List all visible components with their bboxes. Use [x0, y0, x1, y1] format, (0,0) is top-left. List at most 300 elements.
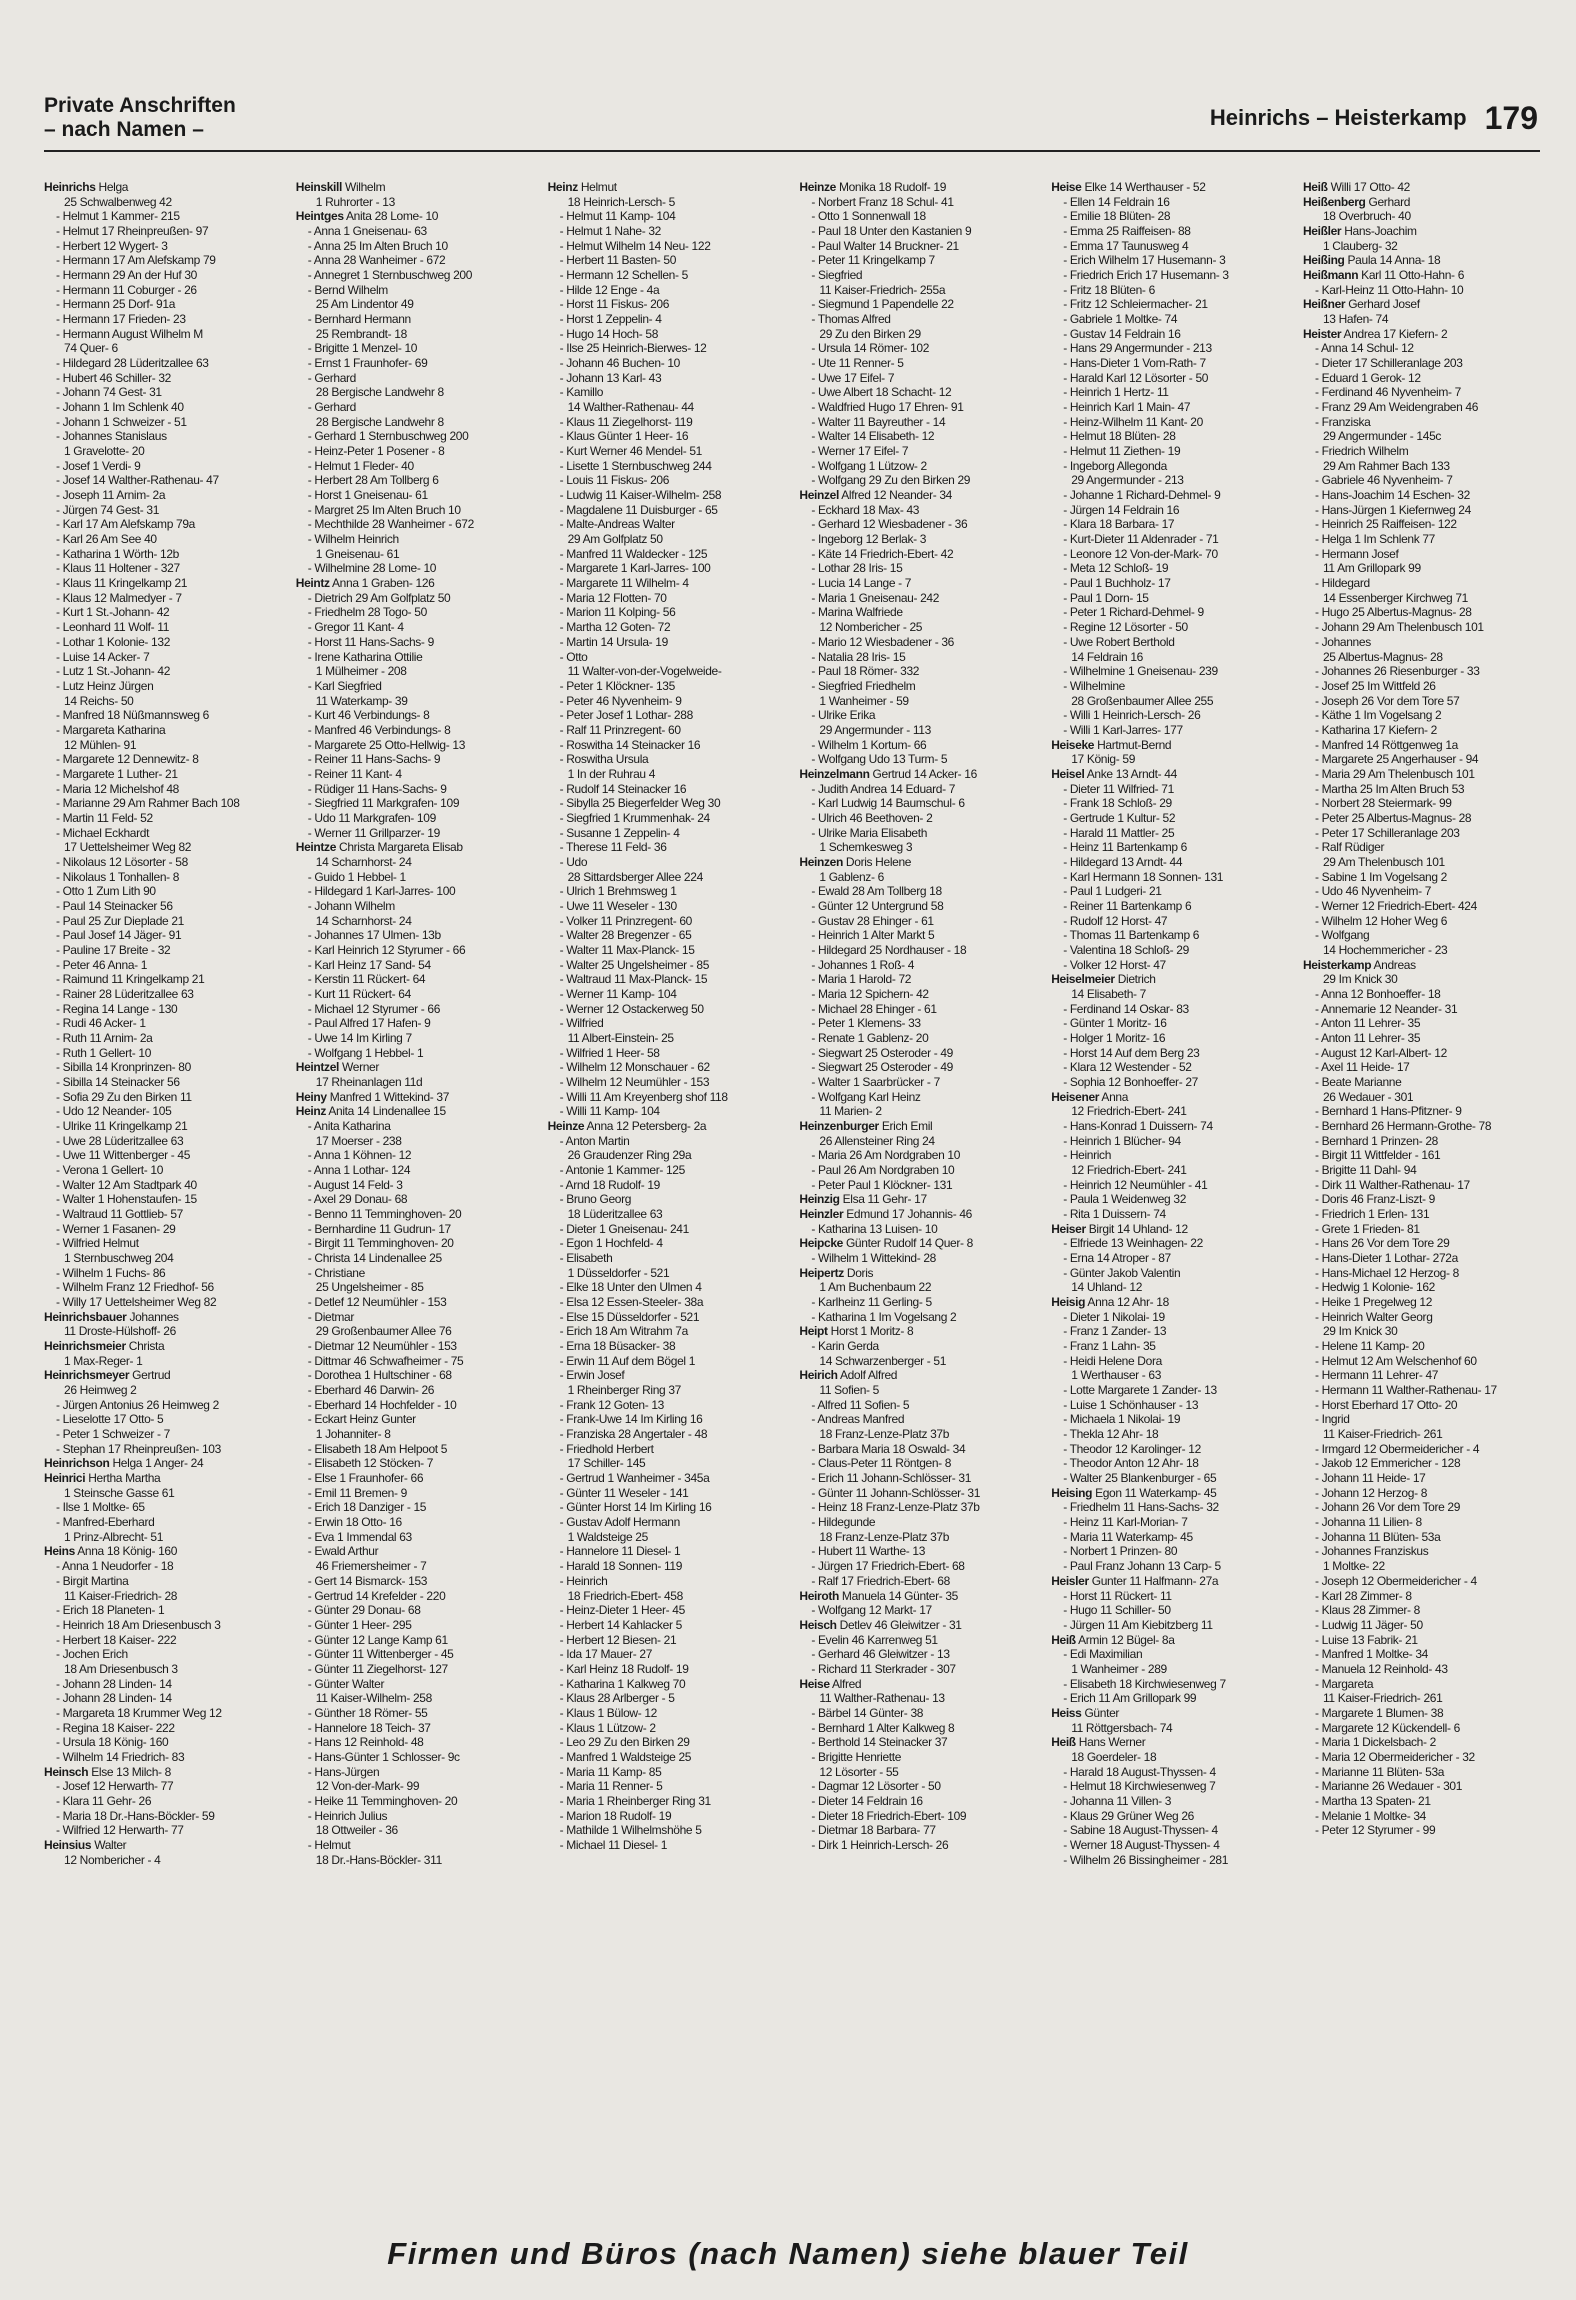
directory-entry: - Barbara Maria 18 Oswald- 34 [811, 1441, 966, 1456]
directory-entry: 25 Ungelsheimer - 85 [315, 1280, 424, 1295]
directory-entry: - Manfred 11 Waldecker - 125 [559, 546, 708, 561]
directory-entry: Heisler Gunter 11 Halfmann- 27a [1051, 1573, 1219, 1588]
directory-entry: - Berthold 14 Steinacker 37 [811, 1735, 948, 1750]
directory-entry: - Manfred 1 Moltke- 34 [1314, 1647, 1428, 1662]
directory-entry: 46 Friemersheimer - 7 [315, 1559, 427, 1574]
directory-entry: - Werner 18 August-Thyssen- 4 [1063, 1837, 1220, 1852]
directory-entry: - Willi 1 Heinrich-Lersch- 26 [1063, 708, 1201, 723]
directory-entry: - Leonore 12 Von-der-Mark- 70 [1063, 546, 1218, 561]
directory-entry: - Gabriele 46 Nyvenheim- 7 [1314, 473, 1453, 488]
directory-entry: - Hans 12 Reinhold- 48 [307, 1735, 424, 1750]
directory-entry: - Josef 1 Verdi- 9 [56, 458, 141, 473]
directory-entry: 17 Uettelsheimer Weg 82 [64, 840, 192, 855]
directory-entry: - Karl 26 Am See 40 [56, 532, 157, 547]
directory-entry: - Friedrich 1 Erlen- 131 [1314, 1207, 1430, 1222]
directory-entry: - Martin 11 Feld- 52 [56, 810, 153, 825]
directory-entry: - Paul Franz Johann 13 Carp- 5 [1063, 1559, 1221, 1574]
directory-entry: Heißmann Karl 11 Otto-Hahn- 6 [1302, 268, 1465, 283]
directory-entry: - Peter 46 Nyvenheim- 9 [559, 693, 682, 708]
directory-entry: - Günter 12 Lange Kamp 61 [307, 1632, 448, 1647]
directory-entry: - Edi Maximilian [1063, 1647, 1143, 1662]
directory-entry: - Reiner 11 Bartenkamp 6 [1063, 898, 1192, 913]
directory-entry: - Herbert 12 Wygert- 3 [56, 238, 168, 253]
directory-entry: 74 Quer- 6 [64, 341, 118, 356]
directory-entry: - Natalia 28 Iris- 15 [811, 649, 906, 664]
directory-entry: - Guido 1 Hebbel- 1 [307, 869, 406, 884]
directory-entry: - Ulrich 46 Beethoven- 2 [811, 810, 933, 825]
directory-entry: - Helmut 18 Kirchwiesenweg 7 [1063, 1779, 1216, 1794]
directory-entry: - Peter 17 Schilleranlage 203 [1314, 825, 1460, 840]
directory-entry: - Peter 46 Anna- 1 [56, 957, 148, 972]
directory-entry: - Dieter 17 Schilleranlage 203 [1314, 356, 1463, 371]
directory-entry: Heipt Horst 1 Moritz- 8 [799, 1324, 914, 1339]
directory-entry: - Maria 1 Gneisenau- 242 [811, 590, 940, 605]
directory-entry: - Walter 1 Saarbrücker - 7 [811, 1074, 940, 1089]
directory-entry: - Gerhard [307, 370, 356, 385]
directory-entry: - Maria 11 Kamp- 85 [559, 1764, 662, 1779]
directory-entry: - Wolfgang 29 Zu den Birken 29 [811, 473, 971, 488]
directory-entry: - Benno 11 Temminghoven- 20 [307, 1207, 462, 1222]
directory-entry: 14 Scharnhorst- 24 [315, 854, 412, 869]
directory-entry: - Wilhelm 14 Friedrich- 83 [56, 1749, 185, 1764]
directory-entry: - Gertrude 1 Kultur- 52 [1063, 810, 1176, 825]
directory-entry: - Werner 17 Eifel- 7 [811, 444, 909, 459]
directory-entry: - Heinz 18 Franz-Lenze-Platz 37b [811, 1500, 980, 1515]
directory-entry: - Ilse 25 Heinrich-Bierwes- 12 [559, 341, 707, 356]
directory-entry: - Paula 1 Weidenweg 32 [1063, 1192, 1187, 1207]
directory-entry: - Lotte Margarete 1 Zander- 13 [1063, 1383, 1217, 1398]
directory-entry: - Wilhelm 12 Monschauer - 62 [559, 1060, 710, 1075]
directory-entry: - Frank 18 Schloß- 29 [1063, 796, 1172, 811]
directory-entry: - Günter Horst 14 Im Kirling 16 [559, 1500, 712, 1515]
directory-entry: - Gabriele 1 Moltke- 74 [1063, 312, 1178, 327]
directory-entry: 29 Zu den Birken 29 [819, 326, 921, 341]
directory-entry: - Else 1 Fraunhofer- 66 [307, 1471, 424, 1486]
directory-entry: - Hans-Konrad 1 Duissern- 74 [1063, 1119, 1213, 1133]
directory-entry: - Valentina 18 Schloß- 29 [1063, 942, 1189, 957]
directory-entry: - Klaus 11 Kringelkamp 21 [56, 576, 188, 591]
directory-entry: 14 Uhland- 12 [1071, 1280, 1143, 1295]
directory-entry: - Marina Walfriede [811, 605, 903, 620]
directory-entry: - Erwin 18 Otto- 16 [307, 1515, 402, 1530]
directory-entry: - Johann 1 Schweizer - 51 [56, 414, 187, 429]
directory-entry: - Maria 12 Obermeidericher - 32 [1314, 1749, 1475, 1764]
directory-entry: - Johannes [1314, 634, 1371, 649]
directory-entry: - Lucia 14 Lange - 7 [811, 576, 912, 591]
directory-entry: - Hugo 25 Albertus-Magnus- 28 [1314, 605, 1472, 620]
directory-entry: - Marianne 29 Am Rahmer Bach 108 [56, 796, 240, 811]
directory-entry: - Heinrich [1063, 1148, 1112, 1163]
directory-entry: - Eckart Heinz Gunter [307, 1412, 416, 1427]
directory-entry: - Klara 18 Barbara- 17 [1063, 517, 1175, 532]
directory-entry: - Michael 11 Diesel- 1 [559, 1837, 668, 1852]
directory-entry: - Dietmar 12 Neumühler - 153 [307, 1339, 457, 1354]
directory-entry: - Elisabeth 12 Stöcken- 7 [307, 1456, 434, 1471]
directory-entry: - Martha 12 Goten- 72 [559, 620, 671, 635]
directory-entry: - Herbert 14 Kahlacker 5 [559, 1617, 682, 1632]
directory-entry: - Mechthilde 28 Wanheimer - 672 [307, 517, 474, 532]
directory-entry: 28 Bergische Landwehr 8 [315, 385, 444, 400]
directory-entry: - Hans-Jürgen [307, 1764, 380, 1779]
directory-entry: - Dietmar [307, 1309, 354, 1324]
directory-entry: - Walter 1 Hohenstaufen- 15 [56, 1192, 197, 1207]
directory-entry: - Lieselotte 17 Otto- 5 [56, 1412, 164, 1427]
directory-entry: - Franz 1 Lahn- 35 [1063, 1339, 1156, 1354]
directory-entry: - Walter 11 Max-Planck- 15 [559, 942, 695, 957]
directory-entry: - Käthe 1 Im Vogelsang 2 [1314, 708, 1442, 723]
directory-entry: - Emma 25 Raiffeisen- 88 [1063, 224, 1191, 239]
directory-entry: - Peter 25 Albertus-Magnus- 28 [1314, 810, 1472, 825]
directory-entry: - Annegret 1 Sternbuschweg 200 [307, 268, 473, 283]
directory-entry: - Wilfried 1 Heer- 58 [559, 1045, 660, 1060]
directory-entry: Heintzel Werner [295, 1060, 380, 1075]
directory-entry: - Hermann 29 An der Huf 30 [56, 268, 197, 283]
directory-entry: - Andreas Manfred [811, 1412, 905, 1427]
directory-entry: - Rüdiger 11 Hans-Sachs- 9 [307, 781, 447, 796]
directory-entry: - Klaus 12 Malmedyer - 7 [56, 590, 182, 605]
directory-entry: - Karl Heinrich 12 Styrumer - 66 [307, 942, 466, 957]
directory-entry: Heise Alfred [799, 1676, 862, 1691]
directory-entry: - Wolfgang Karl Heinz [811, 1089, 921, 1104]
directory-entry: - Margarete 1 Karl-Jarres- 100 [559, 561, 711, 576]
directory-entry: - Harald 18 Sonnen- 119 [559, 1559, 683, 1574]
directory-entry: - Hans 26 Vor dem Tore 29 [1314, 1236, 1450, 1251]
directory-entry: - Anton 11 Lehrer- 35 [1314, 1016, 1421, 1031]
directory-entry: - Peter 12 Styrumer - 99 [1314, 1823, 1436, 1838]
directory-entry: 1 Moltke- 22 [1322, 1559, 1385, 1574]
directory-entry: 28 Sittardsberger Allee 224 [567, 869, 703, 884]
directory-entry: Heißler Hans-Joachim [1302, 224, 1417, 239]
directory-entry: - Erich 18 Planeten- 1 [56, 1603, 165, 1618]
directory-entry: 25 Albertus-Magnus- 28 [1322, 649, 1443, 664]
directory-entry: - Johann 11 Heide- 17 [1314, 1471, 1426, 1486]
directory-entry: - Erna 18 Büsacker- 38 [559, 1339, 676, 1354]
directory-entry: - Horst 1 Gneisenau- 61 [307, 488, 428, 503]
directory-entry: - Johannes Stanislaus [56, 429, 167, 444]
directory-entry: - Käte 14 Friedrich-Ebert- 42 [811, 546, 954, 561]
directory-entry: - Franz 1 Zander- 13 [1063, 1324, 1167, 1339]
directory-entry: - Mathilde 1 Wilhelmshöhe 5 [559, 1823, 702, 1838]
directory-entry: 25 Am Lindentor 49 [315, 297, 414, 312]
directory-entry: - Thomas 11 Bartenkamp 6 [1063, 928, 1200, 943]
directory-entry: - Klara 12 Westender - 52 [1063, 1060, 1192, 1075]
directory-entry: Heister Andrea 17 Kiefern- 2 [1302, 326, 1448, 341]
directory-entry: 1 Max-Reger- 1 [64, 1353, 143, 1368]
directory-entry: - Rudolf 12 Horst- 47 [1063, 913, 1168, 928]
directory-entry: - Ellen 14 Feldrain 16 [1063, 194, 1170, 209]
directory-entry: - Klaus 1 Lützow- 2 [559, 1720, 656, 1735]
directory-entry: - Eckhard 18 Max- 43 [811, 502, 920, 517]
directory-entry: - Luise 1 Schönhauser - 13 [1063, 1397, 1199, 1412]
directory-entry: - Gertrud 14 Krefelder - 220 [307, 1588, 446, 1603]
directory-entry: - Dagmar 12 Lösorter - 50 [811, 1779, 941, 1794]
directory-entry: - Horst 11 Hans-Sachs- 9 [307, 634, 434, 649]
directory-entry: - Nikolaus 1 Tonhallen- 8 [56, 869, 180, 884]
directory-entry: - Eduard 1 Gerok- 12 [1314, 370, 1421, 385]
directory-entry: - Margarete 1 Luther- 21 [56, 766, 178, 781]
directory-entry: - Uwe Albert 18 Schacht- 12 [811, 385, 952, 400]
directory-entry: - Claus-Peter 11 Röntgen- 8 [811, 1456, 952, 1471]
directory-entry: - Waldfried Hugo 17 Ehren- 91 [811, 400, 964, 415]
directory-entry: - Kurt-Dieter 11 Aldenrader - 71 [1063, 532, 1219, 547]
directory-entry: - Jürgen 17 Friedrich-Ebert- 68 [811, 1559, 965, 1574]
directory-entry: - Therese 11 Feld- 36 [559, 840, 667, 855]
directory-entry: - Maria 1 Rheinberger Ring 31 [559, 1793, 711, 1808]
directory-entry: Heinsius Walter [44, 1837, 127, 1852]
directory-entry: 1 Schemkesweg 3 [819, 840, 913, 855]
directory-entry: - Elisabeth 18 Kirchwiesenweg 7 [1063, 1676, 1226, 1691]
directory-entry: - Elfriede 13 Weinhagen- 22 [1063, 1236, 1203, 1251]
directory-entry: - Jürgen Antonius 26 Heimweg 2 [56, 1397, 219, 1412]
directory-entry: - Katharina 13 Luisen- 10 [811, 1221, 938, 1236]
directory-entry: 11 Kaiser-Friedrich- 261 [1322, 1427, 1443, 1442]
directory-entry: - Lutz Heinz Jürgen [56, 678, 154, 693]
directory-entry: - Christiane [307, 1265, 365, 1280]
directory-entry: 18 Franz-Lenze-Platz 37b [819, 1529, 950, 1544]
directory-entry: - Günter Jakob Valentin [1063, 1265, 1181, 1280]
directory-entry: - Pauline 17 Breite - 32 [56, 942, 171, 957]
directory-entry: - Kurt Werner 46 Mendel- 51 [559, 444, 702, 459]
directory-entry: - Ferdinand 46 Nyvenheim- 7 [1314, 385, 1461, 400]
directory-entry: - Gerhard 1 Sternbuschweg 200 [307, 429, 469, 444]
directory-entry: 18 Lüderitzallee 63 [567, 1207, 663, 1222]
directory-entry: 29 Angermunder - 113 [819, 722, 931, 737]
directory-entry: - Peter 1 Schweizer - 7 [56, 1427, 170, 1442]
directory-entry: Heiser Birgit 14 Uhland- 12 [1051, 1221, 1188, 1236]
directory-entry: - Michael 28 Ehinger - 61 [811, 1001, 937, 1016]
directory-entry: - Hermann 11 Coburger - 26 [56, 282, 197, 297]
directory-entry: - Wolfgang 1 Lützow- 2 [811, 458, 927, 473]
directory-entry: - Erich 11 Johann-Schlösser- 31 [811, 1471, 972, 1486]
directory-entry: - Siegfried Friedhelm [811, 678, 916, 693]
directory-entry: - Christa 14 Lindenallee 25 [307, 1251, 442, 1266]
directory-entry: Heinrichson Helga 1 Anger- 24 [44, 1456, 204, 1471]
directory-entry: - Richard 11 Sterkrader - 307 [811, 1661, 956, 1676]
directory-entry: - Heinz-Peter 1 Posener - 8 [307, 444, 445, 459]
directory-entry: - Emilie 18 Blüten- 28 [1063, 209, 1171, 224]
directory-entry: - Heinrich [559, 1573, 608, 1588]
directory-entry: - Joseph 11 Arnim- 2a [56, 488, 166, 503]
directory-entry: - Klaus 28 Arlberger - 5 [559, 1691, 675, 1706]
directory-entry: - Günter 1 Heer- 295 [307, 1617, 412, 1632]
directory-entry: - Bärbel 14 Günter- 38 [811, 1705, 924, 1720]
directory-entry: - Fritz 18 Blüten- 6 [1063, 282, 1155, 297]
directory-entry: - Udo 46 Nyvenheim- 7 [1314, 884, 1432, 899]
directory-entry: 11 Kaiser-Friedrich- 28 [64, 1588, 178, 1603]
directory-entry: - Helmut 1 Nahe- 32 [559, 224, 661, 239]
directory-entry: - Karin Gerda [811, 1339, 879, 1354]
directory-entry: - Paul Josef 14 Jäger- 91 [56, 928, 182, 943]
directory-entry: - Bernhard 1 Prinzen- 28 [1314, 1133, 1438, 1148]
directory-entry: - Margareta [1314, 1676, 1374, 1691]
directory-entry: - Karlheinz 11 Gerling- 5 [811, 1295, 932, 1310]
directory-entry: - Jakob 12 Emmericher - 128 [1314, 1456, 1461, 1471]
directory-entry: - Karl-Heinz 11 Otto-Hahn- 10 [1314, 282, 1464, 297]
directory-entry: Heinzenburger Erich Emil [799, 1119, 933, 1133]
directory-entry: - Harald 18 August-Thyssen- 4 [1063, 1764, 1216, 1779]
directory-entry: - Michael Eckhardt [56, 825, 150, 840]
directory-entry: - Theodor Anton 12 Ahr- 18 [1063, 1456, 1199, 1471]
directory-entry: - Martin 14 Ursula- 19 [559, 634, 668, 649]
directory-entry: - Helmut 11 Ziethen- 19 [1063, 444, 1181, 459]
directory-entry: - Norbert 1 Prinzen- 80 [1063, 1544, 1178, 1559]
directory-entry: - Heinz-Wilhelm 11 Kant- 20 [1063, 414, 1203, 429]
directory-entry: - Hans-Michael 12 Herzog- 8 [1314, 1265, 1459, 1280]
directory-entry: - Margarete 12 Kückendell- 6 [1314, 1720, 1460, 1735]
directory-entry: - Joseph 26 Vor dem Tore 57 [1314, 693, 1460, 708]
directory-entry: - Stephan 17 Rheinpreußen- 103 [56, 1441, 221, 1456]
directory-entry: 12 Friedrich-Ebert- 241 [1071, 1163, 1187, 1178]
directory-entry: Heinrichs Helga [44, 180, 129, 194]
directory-entry: - Elsa 12 Essen-Steeler- 38a [559, 1295, 704, 1310]
directory-entry: - Dietrich 29 Am Golfplatz 50 [307, 590, 451, 605]
directory-entry: - Walter 25 Ungelsheimer - 85 [559, 957, 710, 972]
directory-entry: - Ewald 28 Am Tollberg 18 [811, 884, 942, 899]
directory-entry: - Werner 1 Fasanen- 29 [56, 1221, 176, 1236]
directory-entry: - Hildegard 13 Arndt- 44 [1063, 854, 1183, 869]
directory-entry: 25 Rembrandt- 18 [315, 326, 407, 341]
directory-entry: - Uwe 11 Wittenberger - 45 [56, 1148, 191, 1163]
directory-entry: 26 Graudenzer Ring 29a [567, 1148, 692, 1163]
directory-entry: - Heinrich 18 Am Driesenbusch 3 [56, 1617, 221, 1632]
directory-entry: 12 Friedrich-Ebert- 241 [1071, 1104, 1187, 1119]
directory-entry: - Margarete 25 Otto-Hellwig- 13 [307, 737, 466, 752]
directory-entry: - Günter 11 Wittenberger - 45 [307, 1647, 454, 1662]
directory-entry: - Bernd Wilhelm [307, 282, 388, 297]
directory-entry: 12 Lösorter - 55 [819, 1764, 899, 1779]
directory-entry: - Hermann 12 Schellen- 5 [559, 268, 688, 283]
directory-entry: - Anna 28 Wanheimer - 672 [307, 253, 446, 268]
directory-entry: - Maria 12 Michelshof 48 [56, 781, 179, 796]
directory-entry: 13 Hafen- 74 [1322, 312, 1389, 327]
directory-entry: - Hannelore 11 Diesel- 1 [559, 1544, 681, 1559]
directory-entry: - Maria 1 Harold- 72 [811, 972, 912, 987]
directory-entry: - Johann 13 Karl- 43 [559, 370, 662, 385]
directory-entry: - Friedhelm 28 Togo- 50 [307, 605, 427, 620]
directory-entry: - Margarete 1 Blumen- 38 [1314, 1705, 1444, 1720]
directory-entry: - Udo 12 Neander- 105 [56, 1104, 172, 1119]
directory-entry: Heinzler Edmund 17 Johannis- 46 [799, 1207, 972, 1222]
directory-entry: - Wilhelm 12 Hoher Weg 6 [1314, 913, 1448, 928]
directory-entry: - Günter 29 Donau- 68 [307, 1603, 421, 1618]
directory-entry: - Heinrich 1 Alter Markt 5 [811, 928, 935, 943]
directory-entry: - Bernhard 1 Alter Kalkweg 8 [811, 1720, 955, 1735]
directory-entry: - Peter 1 Klöckner- 135 [559, 678, 675, 693]
directory-entry: - Heinrich 1 Hertz- 11 [1063, 385, 1169, 400]
directory-entry: - Willi 11 Am Kreyenberg shof 118 [559, 1089, 728, 1104]
directory-entry: - Anna 12 Bonhoeffer- 18 [1314, 986, 1441, 1001]
column-5 [1051, 180, 1288, 2215]
directory-entry: - Maria 12 Flotten- 70 [559, 590, 667, 605]
directory-entry: - Horst 14 Auf dem Berg 23 [1063, 1045, 1200, 1060]
directory-entry: Heiß Hans Werner [1051, 1735, 1146, 1750]
directory-entry: 11 Albert-Einstein- 25 [567, 1030, 674, 1045]
directory-entry: - Erich Wilhelm 17 Husemann- 3 [1063, 253, 1226, 268]
directory-entry: - Margarete 12 Dennewitz- 8 [56, 752, 199, 767]
directory-entry: 12 Nombericher - 25 [819, 620, 923, 635]
directory-entry: - Johannes 1 Roß- 4 [811, 957, 915, 972]
directory-entry: - Kurt 11 Rückert- 64 [307, 986, 411, 1001]
directory-entry: - Maria 11 Renner- 5 [559, 1779, 663, 1794]
directory-columns [44, 180, 1540, 2215]
directory-entry: - Norbert 28 Steiermark- 99 [1314, 796, 1452, 811]
directory-entry: - Hans-Dieter 1 Vom-Rath- 7 [1063, 356, 1206, 371]
directory-entry: - Elisabeth 18 Am Helpoot 5 [307, 1441, 448, 1456]
directory-entry: - Ida 17 Mauer- 27 [559, 1647, 653, 1662]
directory-entry: - Bernhardine 11 Gudrun- 17 [307, 1221, 451, 1236]
directory-entry: Heißenberg Gerhard [1302, 194, 1411, 209]
directory-entry: - Hubert 46 Schiller- 32 [56, 370, 171, 385]
directory-entry: - Klaus 28 Zimmer- 8 [1314, 1603, 1421, 1618]
directory-entry: - Dietmar 18 Barbara- 77 [811, 1823, 936, 1838]
directory-entry: - Ewald Arthur [307, 1544, 379, 1559]
directory-entry: - Ingrid [1314, 1412, 1350, 1427]
directory-entry: 14 Schwarzenberger - 51 [819, 1353, 947, 1368]
directory-entry: - Meta 12 Schloß- 19 [1063, 561, 1169, 576]
directory-entry: - Gert 14 Bismarck- 153 [307, 1573, 428, 1588]
directory-entry: 1 Prinz-Albrecht- 51 [64, 1529, 164, 1544]
directory-entry: - Johann 28 Linden- 14 [56, 1691, 172, 1706]
directory-entry: - Helga 1 Im Schlenk 77 [1314, 532, 1435, 547]
directory-entry: - Hermann Josef [1314, 546, 1399, 561]
directory-entry: - Birgit 11 Temminghoven- 20 [307, 1236, 454, 1251]
directory-entry: 18 Am Driesenbusch 3 [64, 1661, 178, 1676]
page-number: 179 [1484, 100, 1538, 136]
directory-entry: - Paul 26 Am Nordgraben 10 [811, 1163, 955, 1178]
directory-entry: Heisch Detlev 46 Gleiwitzer - 31 [799, 1617, 962, 1632]
directory-entry: - Karl Hermann 18 Sonnen- 131 [1063, 869, 1224, 884]
directory-entry: - Franz 29 Am Weidengraben 46 [1314, 400, 1479, 415]
directory-entry: Heinrichsmeier Christa [44, 1339, 165, 1354]
directory-entry: - Johanna 11 Blüten- 53a [1314, 1529, 1441, 1544]
directory-entry: - Eberhard 46 Darwin- 26 [307, 1383, 435, 1398]
directory-entry: - Anton Martin [559, 1133, 630, 1148]
directory-entry: - Dirk 1 Heinrich-Lersch- 26 [811, 1837, 949, 1852]
directory-entry: - Sofia 29 Zu den Birken 11 [56, 1089, 192, 1104]
directory-entry: - Ilse 1 Moltke- 65 [56, 1500, 145, 1515]
directory-entry: - Hilde 12 Enge - 4a [559, 282, 660, 297]
directory-entry: Heintz Anna 1 Graben- 126 [295, 576, 435, 591]
directory-entry: - Ralf 11 Prinzregent- 60 [559, 722, 681, 737]
directory-entry: 18 Heinrich-Lersch- 5 [567, 194, 675, 209]
directory-entry: - Katharina 1 Wörth- 12b [56, 546, 179, 561]
directory-entry: - Uwe 11 Weseler - 130 [559, 898, 677, 913]
directory-entry: - Herbert 11 Basten- 50 [559, 253, 677, 268]
directory-entry: - Marianne 26 Wedauer - 301 [1314, 1779, 1463, 1794]
section-heading [44, 94, 236, 142]
directory-entry: - Klaus 11 Ziegelhorst- 119 [559, 414, 693, 429]
directory-entry: - Horst 1 Zeppelin- 4 [559, 312, 662, 327]
directory-entry: - Hildegard 1 Karl-Jarres- 100 [307, 884, 456, 899]
directory-entry: - Roswitha Ursula [559, 752, 649, 767]
directory-entry: - Melanie 1 Moltke- 34 [1314, 1808, 1427, 1823]
directory-entry: - Marion 18 Rudolf- 19 [559, 1808, 672, 1823]
directory-entry: - Mario 12 Wiesbadener - 36 [811, 634, 955, 649]
directory-entry: - Siegwart 25 Osteroder - 49 [811, 1060, 953, 1075]
directory-entry: - Peter Paul 1 Klöckner- 131 [811, 1177, 953, 1192]
directory-entry: - Wilhelm 1 Wittekind- 28 [811, 1251, 937, 1266]
directory-entry: - Hans-Joachim 14 Eschen- 32 [1314, 488, 1470, 503]
directory-entry: - Friedhold Herbert [559, 1441, 654, 1456]
directory-entry: - Otto [559, 649, 588, 664]
directory-entry: - Dieter 11 Wilfried- 71 [1063, 781, 1174, 796]
directory-entry: - Frank-Uwe 14 Im Kirling 16 [559, 1412, 703, 1427]
directory-entry: - Dittmar 46 Schwafheimer - 75 [307, 1353, 464, 1368]
directory-entry: - Leonhard 11 Wolf- 11 [56, 620, 170, 635]
directory-entry: - Norbert Franz 18 Schul- 41 [811, 194, 954, 209]
directory-entry: - Anna 1 Neudorfer - 18 [56, 1559, 174, 1574]
directory-entry: - Josef 12 Herwarth- 77 [56, 1779, 174, 1794]
